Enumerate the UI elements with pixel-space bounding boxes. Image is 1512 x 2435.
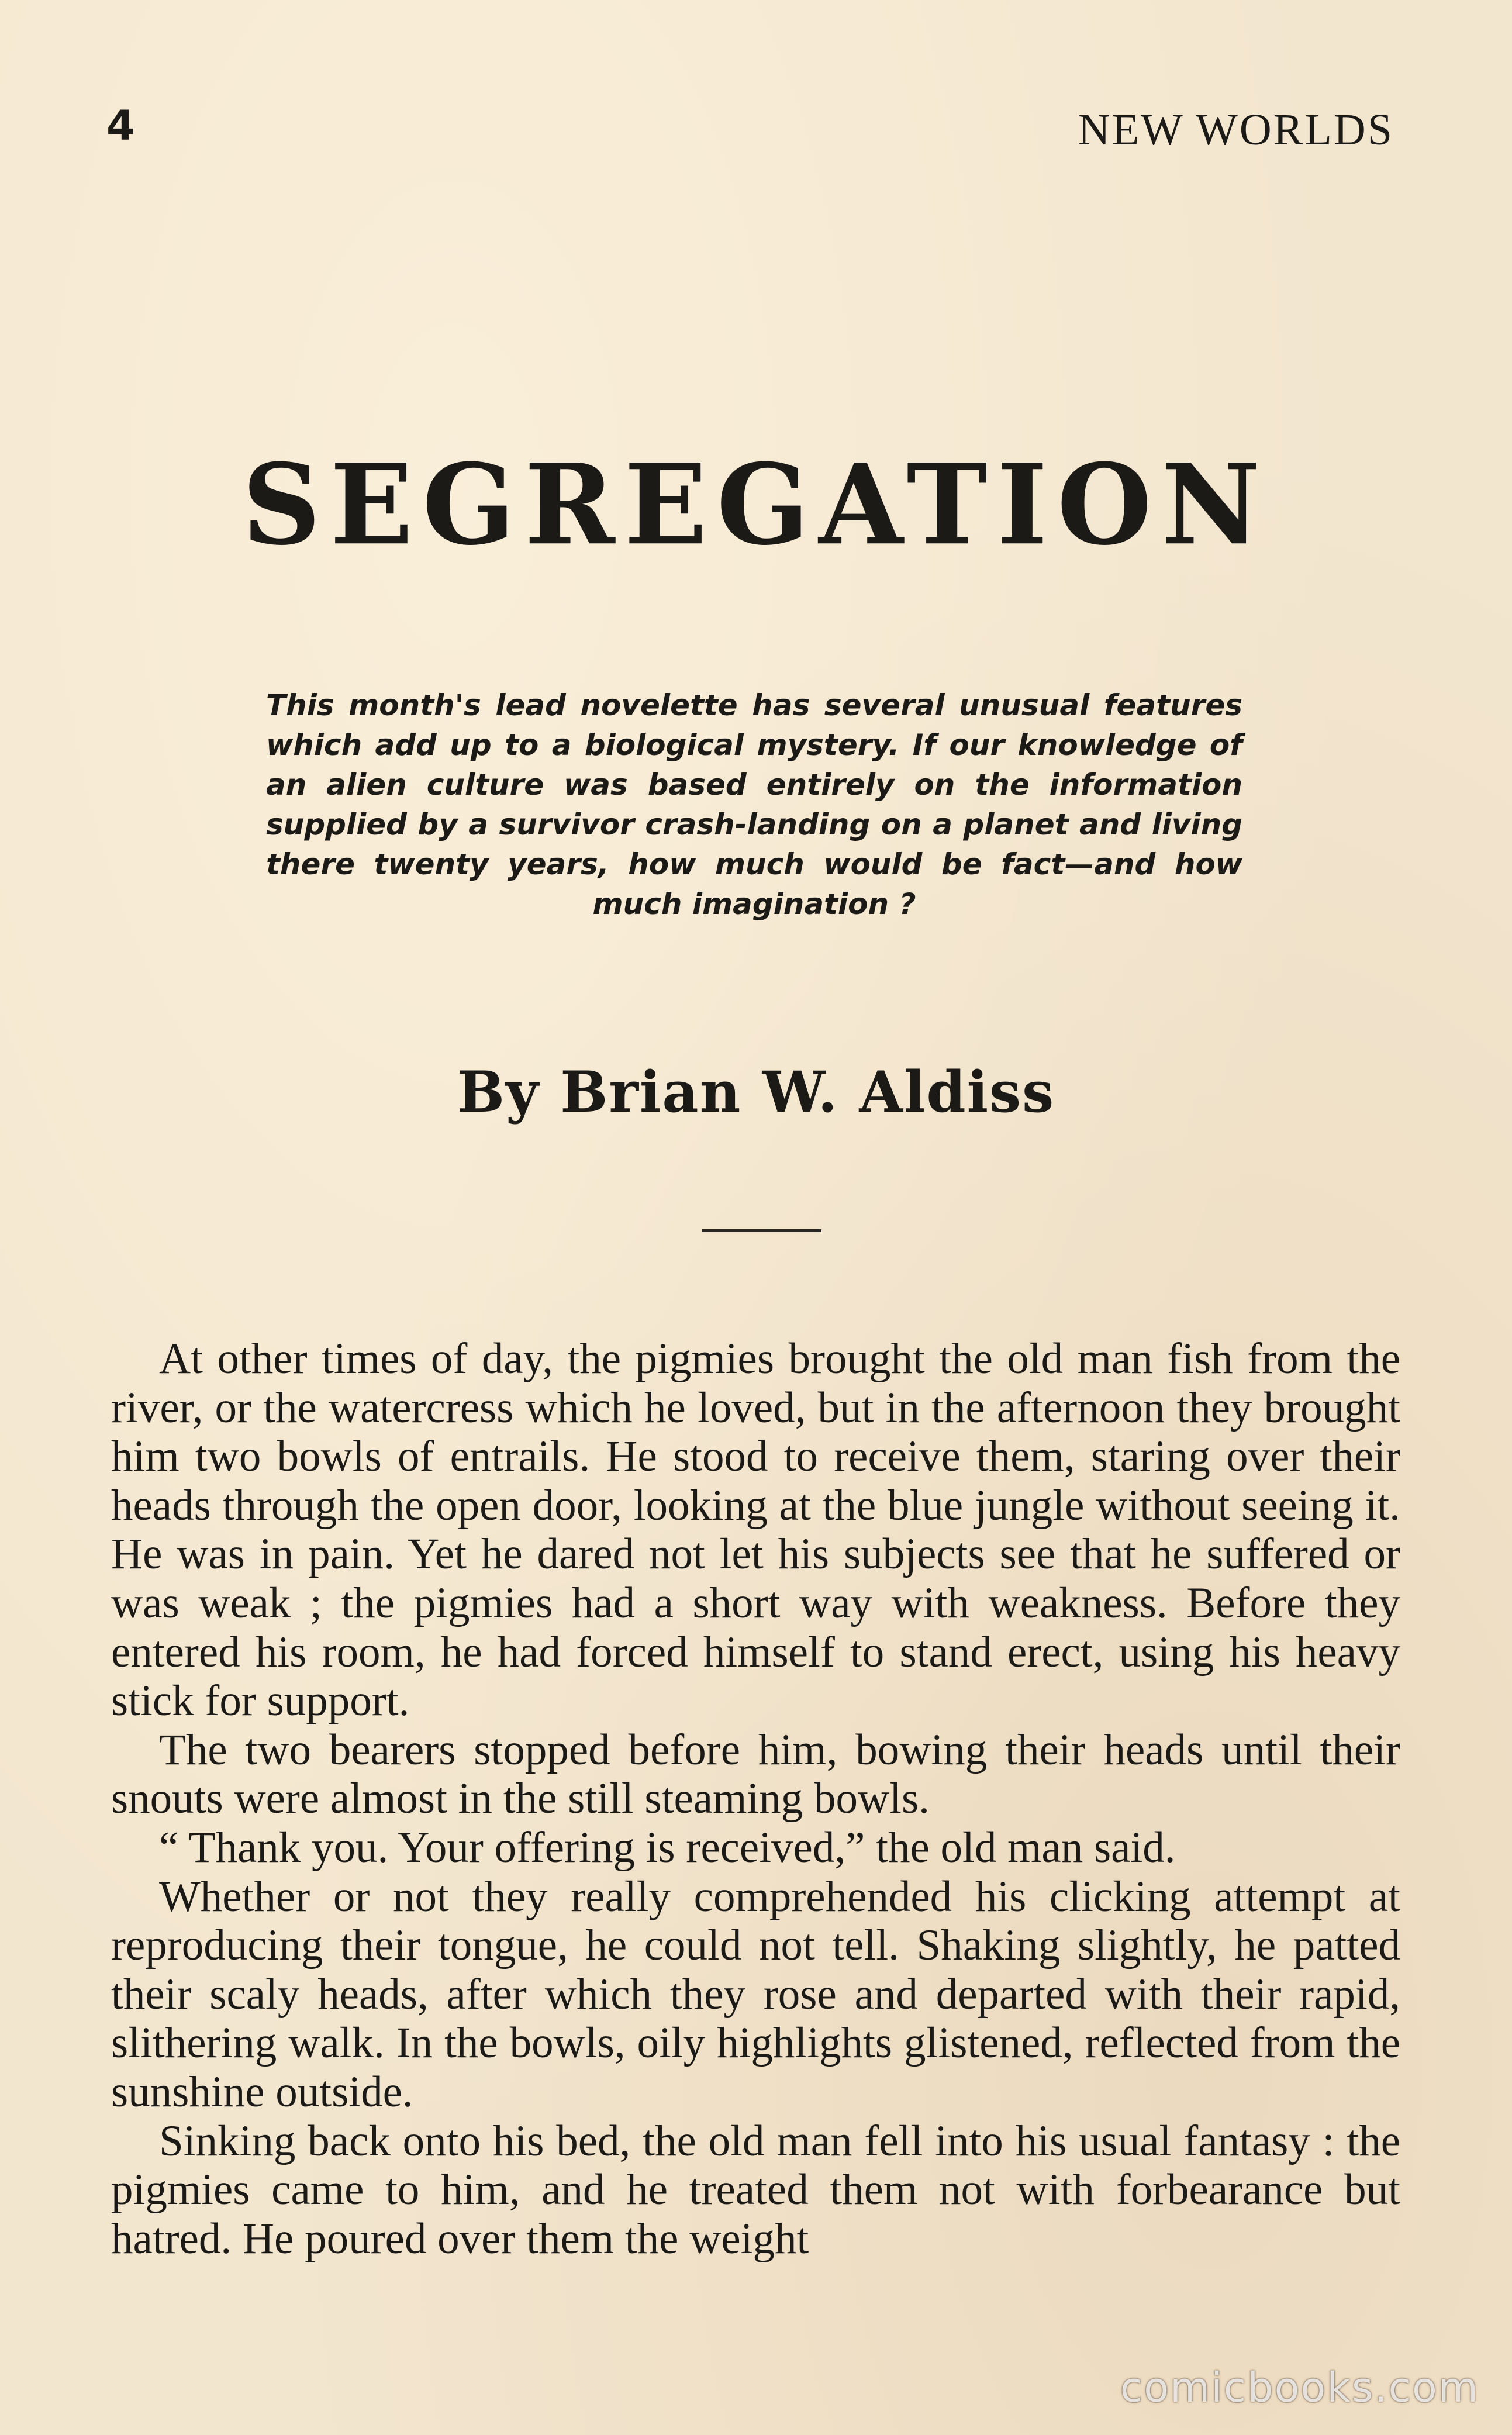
story-intro: This month's lead novelette has several unusual features which add up to a biological mystery. If our knowledge of an alien culture was based entirely on the information supplied by a survivor crash-landing on a planet and living there twenty years, how much would be fact—and how much imagination ? [266,688,1242,921]
paragraph: Sinking back onto his bed, the old man fell into his usual fantasy : the pigmies came to him, and he treated them not with forbearance but hatred. He poured over them the weight [111,2116,1400,2263]
paragraph: The two bearers stopped before him, bowing their heads until their snouts were almost in the still steaming bowls. [111,1725,1400,1823]
paragraph: At other times of day, the pigmies brought the old man fish from the river, or the watercress which he loved, but in the afternoon they brought him two bowls of entrails. He stood to receive them, staring over their heads through the open door, looking at the blue jungle without seeing it. He was in pain. Yet he dared not let his subjects see that he suffered or was weak ; the pigmies had a short way with weakness. Before they entered his room, he had forced himself to stand erect, using his heavy stick for support. [111,1334,1400,1726]
paragraph: Whether or not they really comprehended his clicking attempt at reproducing their tongue, he could not tell. Shaking slightly, he patted their scaly heads, after which they rose and departed with their rapid, slithering walk. In the bowls, oily highlights glistened, reflected from the sunshine outside. [111,1872,1400,2116]
byline: By Brian W. Aldiss [457,1059,1055,1125]
divider [702,1229,821,1232]
page-number: 4 [106,102,135,150]
running-head: NEW WORLDS [1078,105,1394,154]
story-title: SEGREGATION [242,439,1270,570]
story-body [111,1334,1400,2263]
paragraph: “ Thank you. Your offering is received,” the old man said. [159,1823,1176,1872]
watermark: comicbooks.com [1120,2364,1479,2412]
